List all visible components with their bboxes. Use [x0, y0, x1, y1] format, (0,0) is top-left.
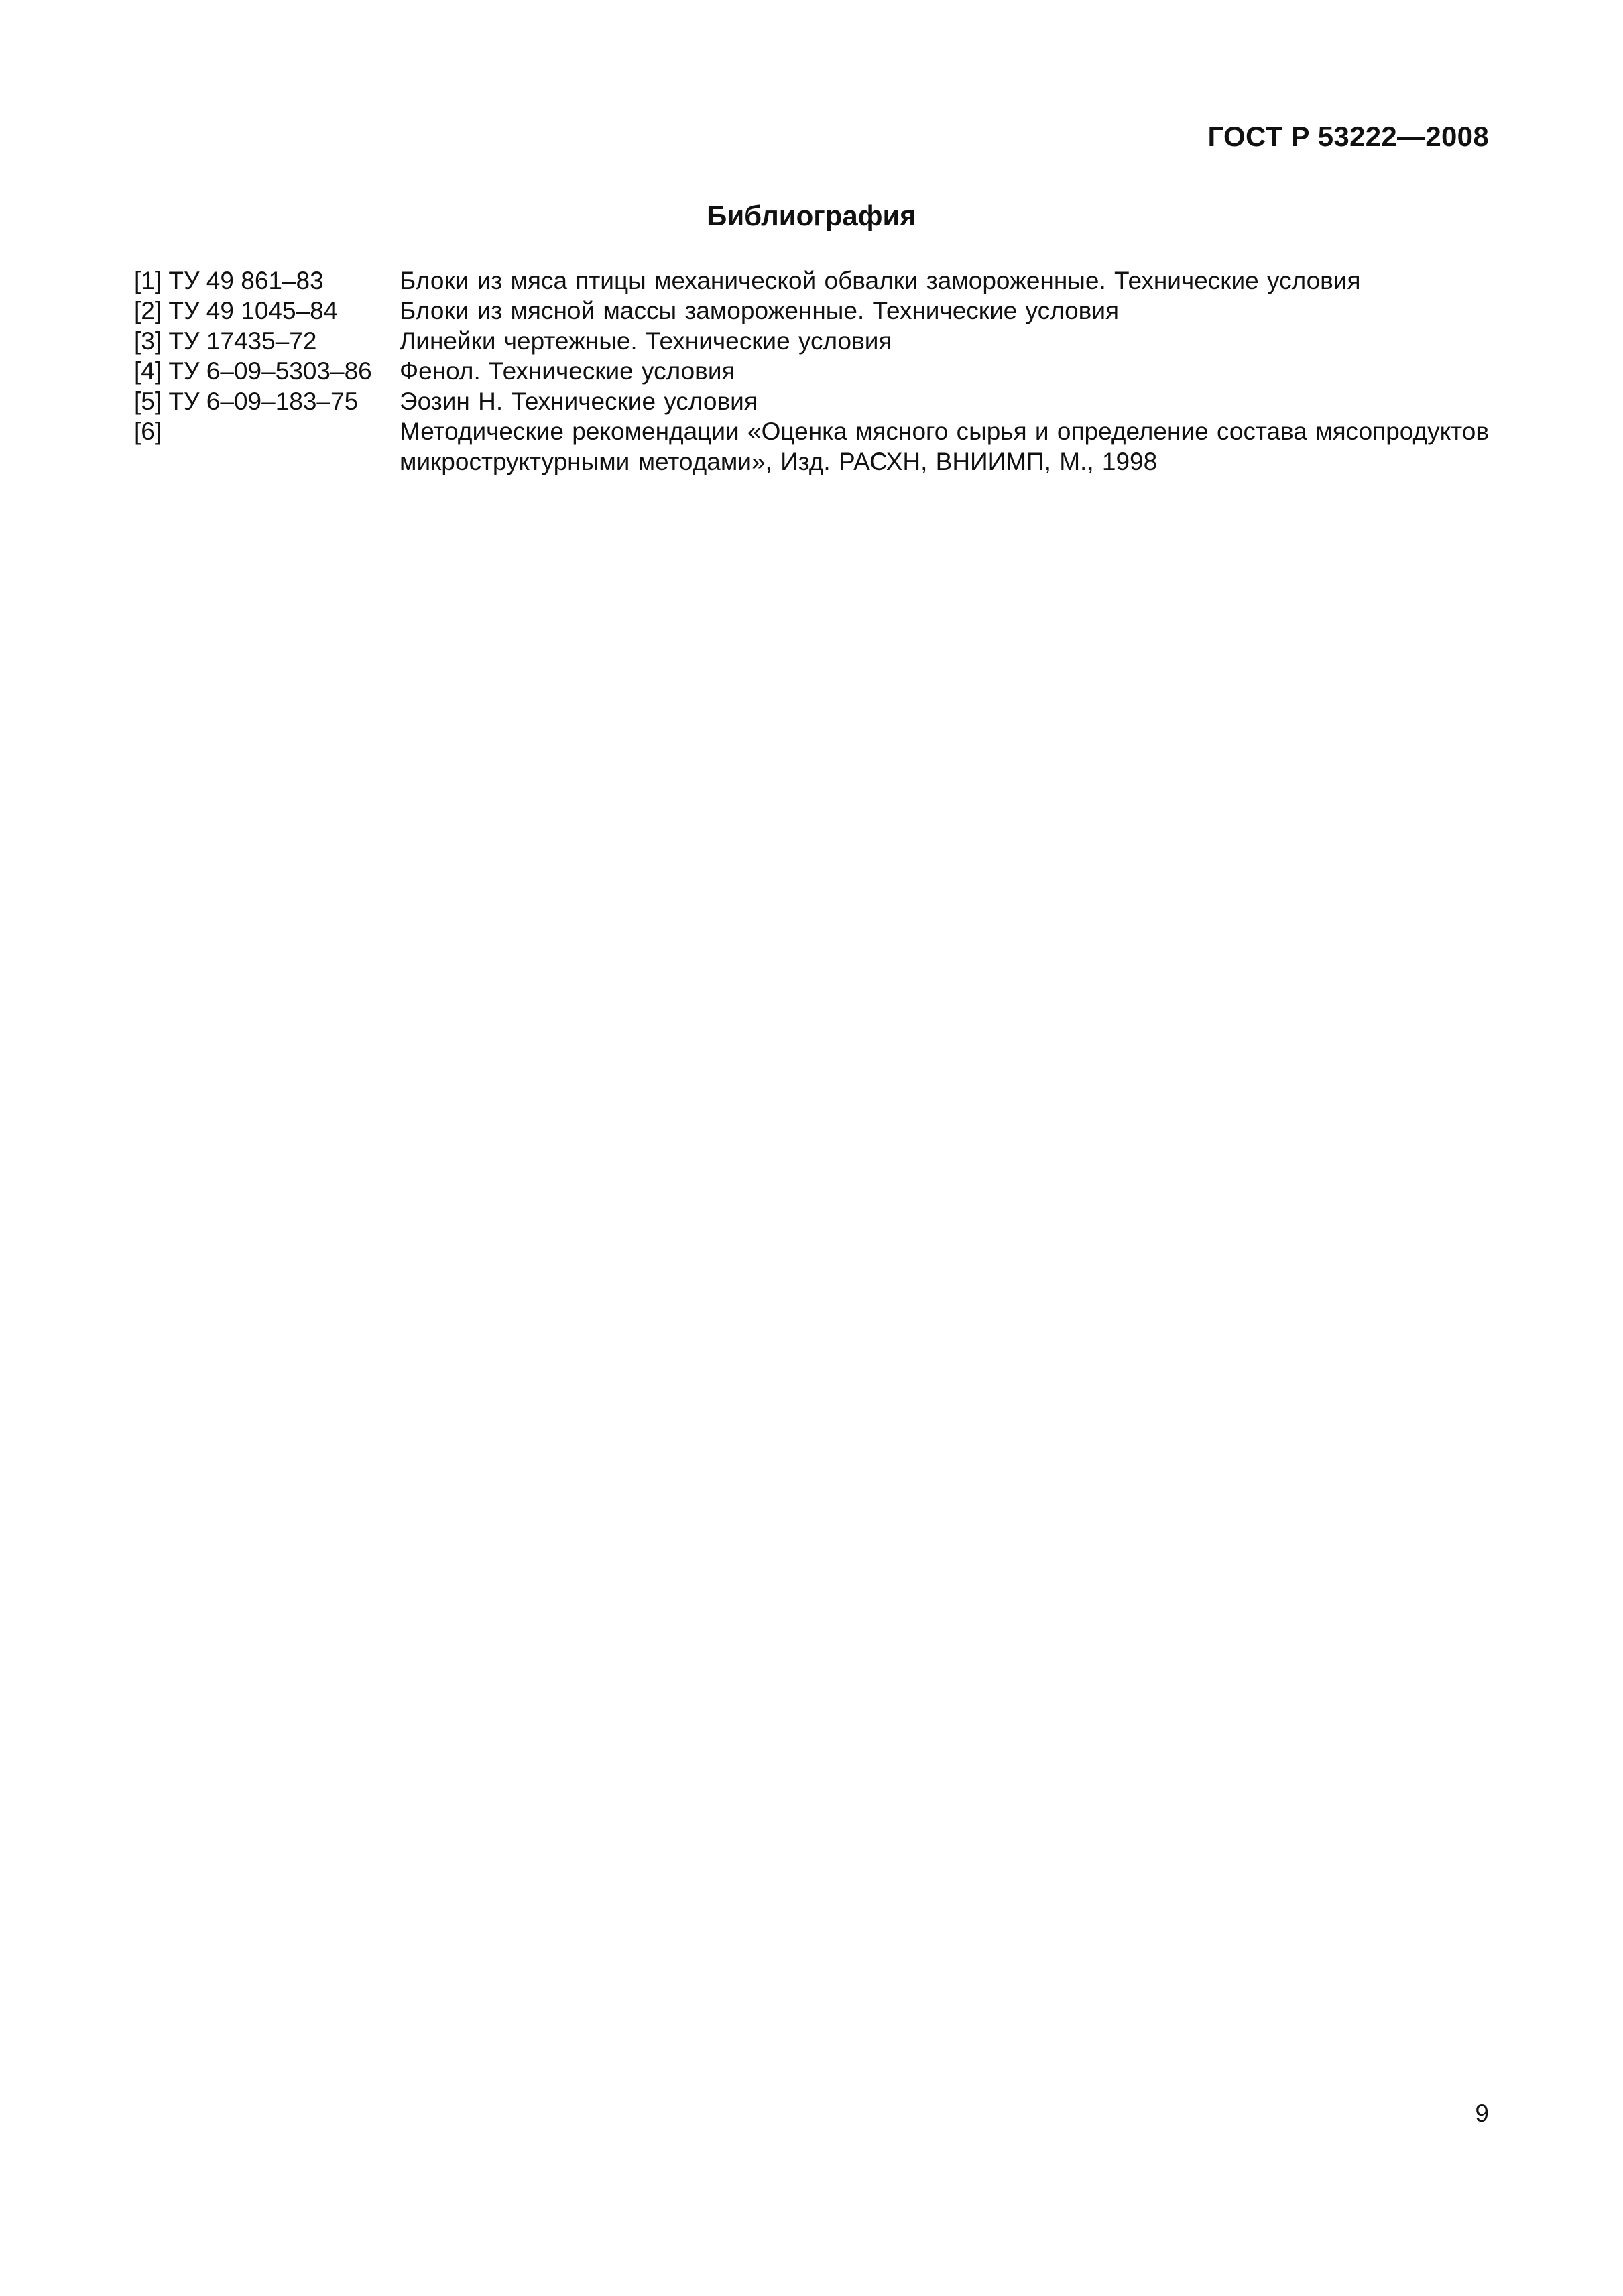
bibliography-text: Фенол. Технические условия [400, 357, 735, 385]
bibliography-ref: [5] ТУ 6–09–183–75 [134, 387, 359, 415]
bibliography-entry [134, 296, 1489, 326]
bibliography-text: Блоки из мясной массы замороженные. Технические условия [400, 297, 1120, 324]
bibliography-text: Методические рекомендации «Оценка мясного сырья и определение состава мясопродуктов микроструктурными методами», Изд. РАСХН, ВНИИМП, М., 1998 [400, 418, 1489, 475]
bibliography-list [134, 265, 1489, 477]
page-number: 9 [1475, 2100, 1489, 2127]
bibliography-entry [134, 356, 1489, 386]
bibliography-ref: [3] ТУ 17435–72 [134, 327, 317, 355]
section-title: Библиография [707, 200, 916, 231]
bibliography-ref: [1] ТУ 49 861–83 [134, 267, 324, 294]
bibliography-ref: [2] ТУ 49 1045–84 [134, 297, 338, 324]
bibliography-entry [134, 386, 1489, 416]
bibliography-entry [134, 265, 1489, 296]
bibliography-ref: [4] ТУ 6–09–5303–86 [134, 357, 372, 385]
bibliography-entry [134, 416, 1489, 477]
document-code: ГОСТ Р 53222—2008 [1207, 121, 1489, 152]
bibliography-text: Эозин Н. Технические условия [400, 387, 758, 415]
bibliography-text: Блоки из мяса птицы механической обвалки замороженные. Технические условия [400, 267, 1361, 294]
bibliography-text: Линейки чертежные. Технические условия [400, 327, 892, 355]
bibliography-entry [134, 326, 1489, 356]
bibliography-ref: [6] [134, 418, 162, 445]
